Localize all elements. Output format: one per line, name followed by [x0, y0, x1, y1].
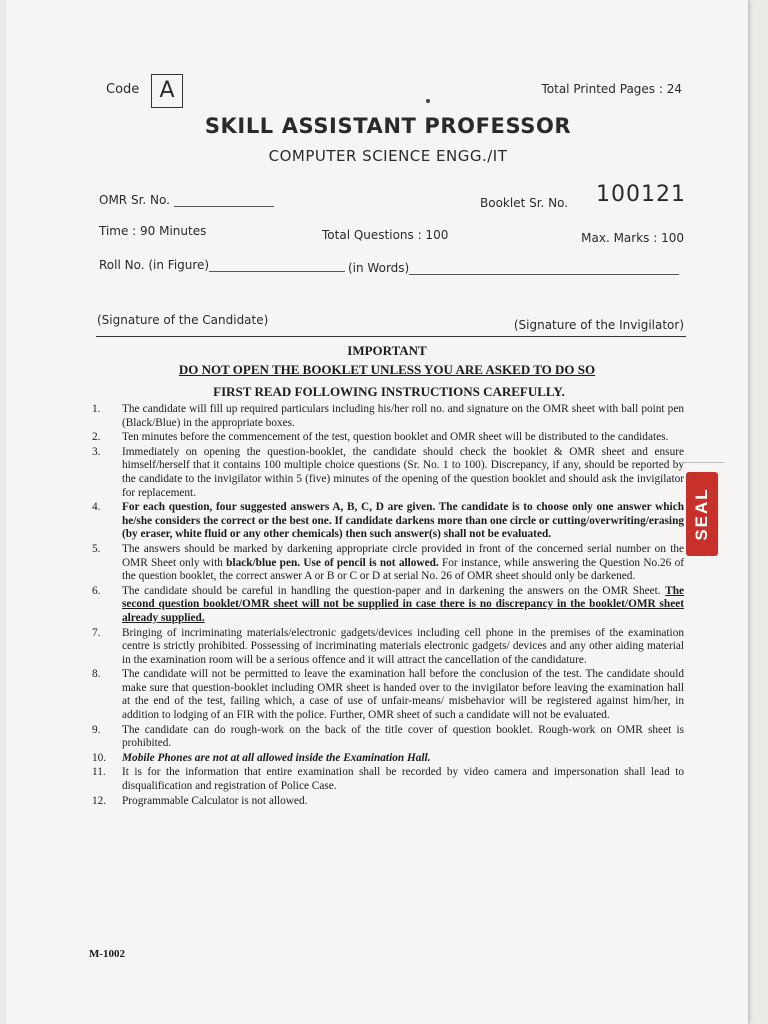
instruction-text: The second question booklet/OMR sheet will not be supplied in case there is no discrepancy in the booklet/OMR sheet already supplied. — [122, 584, 684, 624]
instruction-text: The candidate can do rough-work on the back of the title cover of question booklet. Rough-work on OMR sheet is prohibited. — [122, 723, 684, 750]
roll-figure-line — [209, 261, 345, 272]
instruction-number: 6. — [92, 584, 101, 597]
instruction-number: 2. — [92, 431, 101, 444]
instruction-number: 1. — [92, 403, 101, 415]
instruction-text: Ten minutes before the commencement of the test, question booklet and OMR sheet will be distributed to the candidates. — [122, 431, 669, 444]
instruction-text: For each question, four suggested answers A, B, C, D are given. The candidate is to choose only one answer which he/she considers the correct or the best one. If candidate darkens more than one circle or cutting/overwriting/erasing (by eraser, white fluid or any other chemicals) then such answer(s) shall not be evaluated. — [122, 501, 684, 541]
seal-label: SEAL — [692, 487, 711, 541]
question-booklet-cover — [6, 0, 748, 1024]
instruction-item — [92, 431, 684, 445]
instruction-number: 5. — [92, 542, 101, 555]
instruction-text: Mobile Phones are not at all allowed inside the Examination Hall. — [122, 751, 431, 764]
instruction-text: Immediately on opening the question-booklet, the candidate should check the booklet & OMR sheet and ensure himself/herself that it contains 100 multiple choice questions (Sr. No. 1 to 100). Discrepancy, if any, should be reported by the candidate to the invigilator within 5 (five) minutes of the opening of the question booklet and should ask the invigilator for replacement. — [122, 445, 684, 499]
instruction-item — [92, 795, 684, 809]
divider — [96, 336, 686, 337]
signature-invigilator: (Signature of the Invigilator) — [513, 318, 684, 332]
seal-tab — [686, 472, 718, 556]
dot-mark — [426, 99, 430, 103]
instruction-item — [92, 585, 684, 626]
code-label: Code — [106, 82, 140, 97]
footer-code: M-1002 — [89, 948, 126, 960]
instruction-item — [92, 724, 684, 751]
roll-figure-field — [99, 258, 345, 272]
instruction-item — [92, 668, 684, 722]
instruction-number: 3. — [92, 445, 101, 458]
instruction-text: For instance, while answering the Question No.26 of the question booklet, the correct answer A or B or C or D at serial No. 26 of OMR sheet should only be darkened. — [122, 556, 684, 583]
first-read-heading: FIRST READ FOLLOWING INSTRUCTIONS CAREFULLY. — [213, 384, 565, 399]
total-questions: Total Questions : 100 — [322, 228, 449, 242]
instruction-item — [92, 403, 684, 430]
roll-words-line — [409, 264, 679, 275]
seal-edge-line — [684, 462, 724, 463]
exam-time: Time : 90 Minutes — [99, 224, 207, 238]
instruction-item — [92, 543, 684, 584]
instruction-item — [92, 752, 684, 766]
instruction-text: black/blue pen. Use of pencil is not allowed. — [226, 556, 439, 569]
max-marks: Max. Marks : 100 — [581, 231, 684, 245]
do-not-open-heading: DO NOT OPEN THE BOOKLET UNLESS YOU ARE ASKED TO DO SO — [178, 362, 596, 377]
omr-serial-field — [99, 193, 274, 207]
instruction-item — [92, 627, 684, 668]
instruction-number: 7. — [92, 626, 101, 639]
instruction-number: 4. — [92, 501, 101, 514]
roll-words-field — [348, 261, 679, 275]
instruction-number: 9. — [92, 723, 101, 736]
instruction-item — [92, 501, 684, 542]
omr-serial-label: OMR Sr. No. — [99, 193, 170, 207]
roll-words-label: (in Words) — [348, 261, 410, 275]
instruction-text: Programmable Calculator is not allowed. — [122, 794, 308, 807]
instruction-number: 10. — [92, 751, 107, 764]
instruction-text: The candidate should be careful in handling the question-paper and in darkening the answers on the OMR Sheet. — [122, 584, 666, 597]
total-printed-pages: Total Printed Pages : 24 — [541, 82, 682, 96]
instruction-text: The answers should be marked by darkening appropriate circle provided in front of the concerned serial number on the OMR Sheet only with — [122, 542, 684, 569]
instruction-item — [92, 766, 684, 793]
instruction-number: 8. — [92, 668, 101, 681]
booklet-serial-number: 100121 — [596, 182, 686, 207]
instructions-list — [92, 403, 684, 809]
instruction-text: The candidate will fill up required particulars including his/her roll no. and signature on the OMR sheet with ball point pen (Black/Blue) in the appropriate boxes. — [122, 403, 684, 429]
instruction-text: Bringing of incriminating materials/electronic gadgets/devices including cell phone in the premises of the examination centre is strictly prohibited. Possessing of incriminating materials electronic gadgets/ devices and any other aiding material in the examination room will be a serious offence and it will attract the cancellation of the candidature. — [122, 626, 684, 666]
instruction-text: The candidate will not be permitted to leave the examination hall before the conclusion of the test. The candidate should make sure that question-booklet including OMR sheet is handed over to the invigilator before leaving the examination hall at the end of the test, failing which, a case of use of unfair-means/ misbehavior will be registered against him/her, in addition to lodging of an FIR with the police. Further, OMR sheet of such a candidate will not be evaluated. — [122, 668, 684, 722]
important-heading: IMPORTANT — [347, 343, 427, 358]
code-box: A — [151, 74, 183, 108]
exam-subtitle: COMPUTER SCIENCE ENGG./IT — [268, 147, 508, 165]
instruction-text: It is for the information that entire examination shall be recorded by video camera and impersonation shall lead to disqualification and registration of Police Case. — [122, 766, 684, 793]
instruction-number: 12. — [92, 794, 107, 807]
signature-candidate: (Signature of the Candidate) — [97, 313, 269, 327]
exam-title: SKILL ASSISTANT PROFESSOR — [204, 114, 572, 138]
booklet-serial-label: Booklet Sr. No. — [480, 196, 569, 210]
omr-serial-line — [174, 196, 274, 207]
instruction-number: 11. — [92, 766, 106, 779]
instruction-item — [92, 446, 684, 500]
roll-figure-label: Roll No. (in Figure) — [99, 258, 210, 272]
